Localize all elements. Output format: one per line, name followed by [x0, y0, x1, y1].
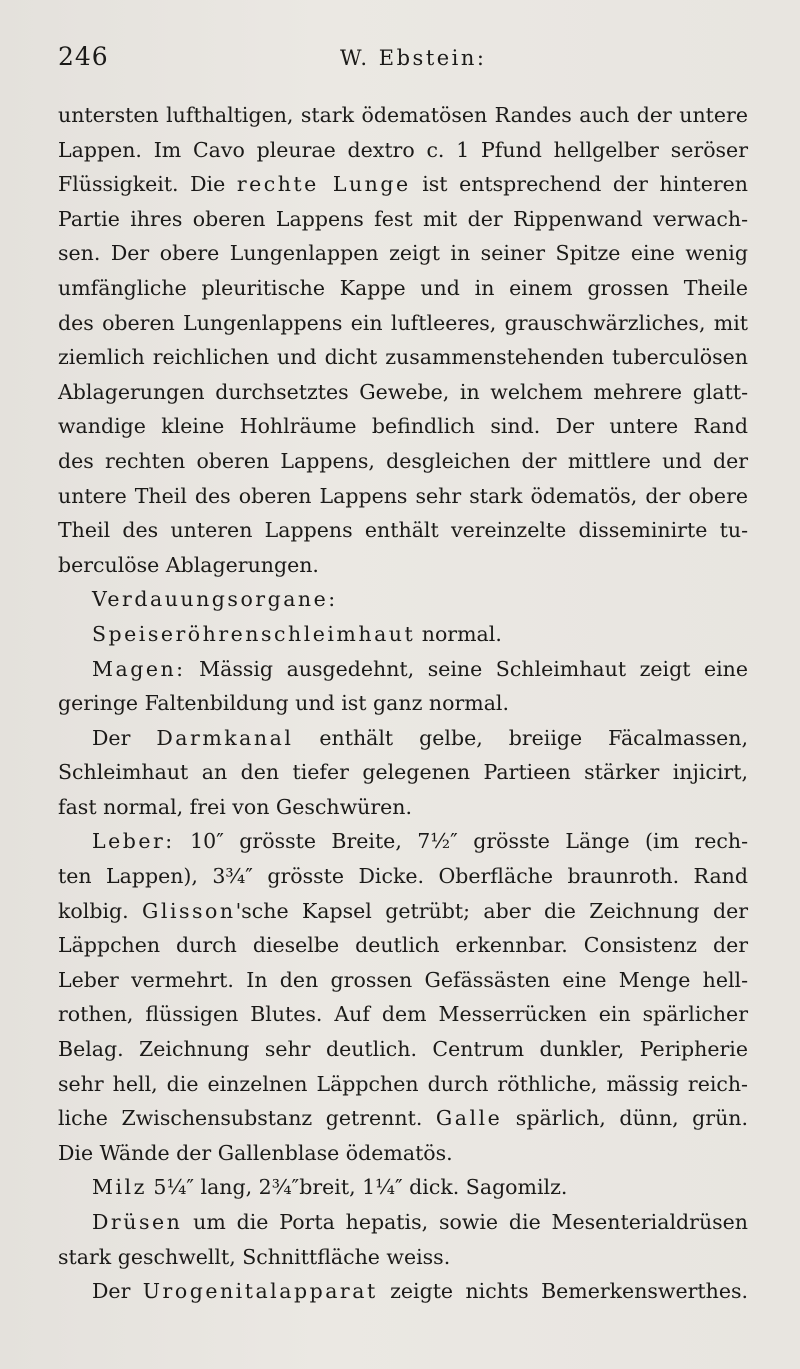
text-line [58, 755, 748, 790]
spaced-term: Glisson [142, 898, 236, 923]
text-segment: fast normal, frei von Geschwüren. [58, 794, 413, 819]
text-segment: Theil des unteren Lappens enthält vereinzelte disseminirte tu- [58, 518, 748, 543]
text-segment: untersten lufthaltigen, stark ödematösen Randes auch der untere [58, 103, 748, 127]
spaced-term: Milz [92, 1175, 147, 1200]
text-segment: Schleimhaut an den tiefer gelegenen Partieen stärker injicirt, [58, 760, 748, 785]
text-segment: Mässig ausgedehnt, seine Schleimhaut zeigt eine [185, 656, 748, 681]
text-line [58, 652, 748, 687]
text-segment: Leber vermehrt. In den grossen Gefässästen eine Menge hell- [58, 967, 748, 992]
text-line [58, 859, 748, 894]
text-segment: untere Theil des oberen Lappens sehr stark ödematös, der obere [58, 483, 748, 508]
text-segment: sehr hell, die einzelnen Läppchen durch röthliche, mässig reich- [58, 1071, 748, 1096]
spaced-term: rechte Lunge [236, 172, 411, 197]
text-line [58, 236, 748, 271]
text-line [58, 790, 748, 825]
text-line [58, 894, 748, 929]
text-segment: 10″ grösste Breite, 7½″ grösste Länge (im rech- [174, 829, 748, 854]
text-segment: ist entsprechend der hinteren [410, 172, 748, 197]
page-header [58, 42, 760, 82]
text-line [58, 1274, 748, 1309]
text-segment: ten Lappen), 3¾″ grösste Dicke. Oberfläche braunroth. Rand [58, 864, 748, 889]
text-line [58, 617, 748, 652]
text-segment: wandige kleine Hohlräume befindlich sind. Der untere Rand [58, 414, 748, 439]
text-line [58, 824, 748, 859]
text-segment: berculöse Ablagerungen. [58, 552, 319, 577]
text-segment: spärlich, dünn, grün. [502, 1106, 748, 1131]
text-line [58, 1240, 748, 1275]
text-segment: umfängliche pleuritische Kappe und in einem grossen Theile [58, 275, 748, 300]
text-segment: 5¼″ lang, 2¾″breit, 1¼″ dick. Sagomilz. [146, 1175, 568, 1200]
text-line [58, 133, 748, 168]
text-segment: kolbig. [58, 898, 143, 923]
text-line [58, 167, 748, 202]
text-segment: um die Porta hepatis, sowie die Mesenterialdrüsen [182, 1210, 748, 1234]
text-segment: Ablagerungen durchsetztes Gewebe, in welchem mehrere glatt- [58, 379, 748, 404]
text-line [58, 997, 748, 1032]
text-segment: zeigte nichts Bemerkenswerthes. [377, 1279, 748, 1304]
text-segment: 'sche Kapsel getrübt; aber die Zeichnung der [235, 898, 748, 923]
text-line [58, 582, 748, 617]
text-segment: Der [92, 1279, 143, 1304]
text-line [58, 686, 748, 721]
spaced-term: Leber: [92, 829, 175, 854]
text-segment: Der [92, 725, 157, 750]
spaced-term: Verdauungsorgane: [92, 587, 338, 612]
text-segment: Läppchen durch dieselbe deutlich erkennbar. Consistenz der [58, 933, 748, 958]
text-segment: enthält gelbe, breiige Fäcalmassen, [293, 725, 748, 750]
spaced-term: Speiseröhrenschleimhaut [92, 621, 416, 646]
text-segment: normal. [415, 621, 502, 646]
text-line [58, 409, 748, 444]
text-segment: Lappen. Im Cavo pleurae dextro c. 1 Pfund hellgelber seröser [58, 137, 748, 162]
text-segment: sen. Der obere Lungenlappen zeigt in seiner Spitze eine wenig [58, 241, 748, 266]
text-segment: ziemlich reichlichen und dicht zusammenstehenden tuberculösen [58, 345, 748, 370]
text-line [58, 1067, 748, 1102]
body-text [58, 98, 748, 1309]
text-line [58, 513, 748, 548]
text-line [58, 928, 748, 963]
text-segment: Partie ihres oberen Lappens fest mit der Rippenwand verwach- [58, 206, 748, 231]
text-line [58, 375, 748, 410]
spaced-term: Darmkanal [156, 725, 294, 750]
text-segment: Flüssigkeit. Die [58, 172, 237, 197]
spaced-term: Drüsen [92, 1210, 183, 1234]
text-segment: liche Zwischensubstanz getrennt. [58, 1106, 436, 1131]
text-line [58, 306, 748, 341]
spaced-term: Urogenitalapparat [142, 1279, 378, 1304]
text-line [58, 1101, 748, 1136]
text-line [58, 548, 748, 583]
text-segment: des oberen Lungenlappens ein luftleeres, grauschwärzliches, mit [58, 310, 748, 335]
text-line [58, 1032, 748, 1067]
text-line [58, 271, 748, 306]
text-line [58, 98, 748, 133]
spaced-term: Magen: [92, 656, 186, 681]
text-line [58, 1205, 748, 1240]
text-segment: Die Wände der Gallenblase ödematös. [58, 1140, 453, 1165]
text-line [58, 202, 748, 237]
page-number: 246 [58, 42, 109, 71]
text-segment: stark geschwellt, Schnittfläche weiss. [58, 1244, 451, 1269]
running-head: W. Ebstein: [340, 46, 487, 70]
text-line [58, 1136, 748, 1171]
spaced-term: Galle [435, 1106, 503, 1131]
text-line [58, 1170, 748, 1205]
text-line [58, 721, 748, 756]
text-segment: geringe Faltenbildung und ist ganz normal. [58, 691, 509, 716]
text-line [58, 340, 748, 375]
text-segment: Belag. Zeichnung sehr deutlich. Centrum dunkler, Peripherie [58, 1037, 748, 1062]
text-segment: rothen, flüssigen Blutes. Auf dem Messerrücken ein spärlicher [58, 1002, 748, 1027]
text-line [58, 479, 748, 514]
text-segment: des rechten oberen Lappens, desgleichen der mittlere und der [58, 448, 748, 473]
text-line [58, 963, 748, 998]
text-line [58, 444, 748, 479]
